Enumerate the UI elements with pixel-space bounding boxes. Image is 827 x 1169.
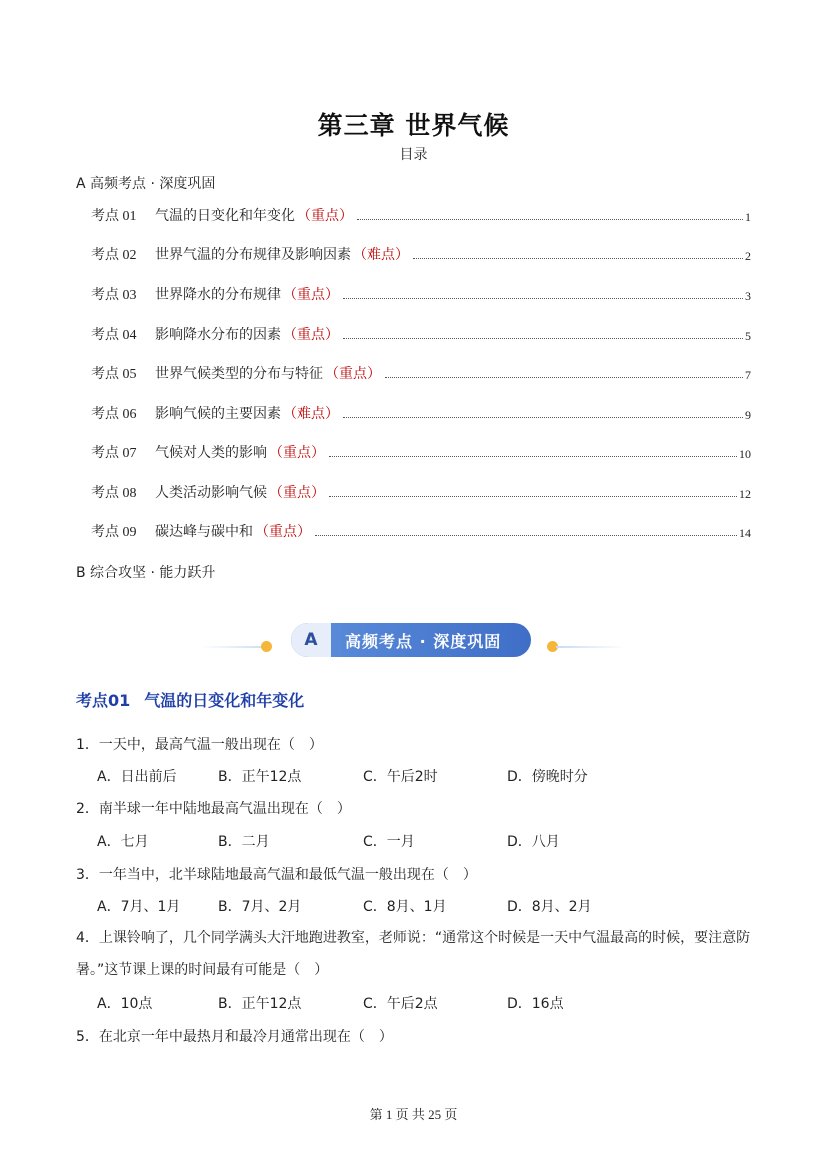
question-3-option-a: A．7月、1月 — [97, 899, 181, 915]
toc-item-tag: （重点） — [283, 327, 339, 343]
banner-text: 高频考点 · 深度巩固 — [345, 631, 502, 651]
toc-item-tag: （重点） — [269, 445, 325, 461]
toc-item[interactable] — [91, 440, 751, 462]
toc-section-b[interactable]: B 综合攻坚 · 能力跃升 — [76, 565, 216, 581]
toc-item-number: 考点 01 — [91, 209, 137, 224]
toc-item-page: 2 — [745, 249, 751, 263]
toc-item-tag: （难点） — [283, 406, 339, 422]
question-3-option-b: B．7月、2月 — [218, 899, 302, 915]
toc-item-page: 3 — [745, 289, 751, 303]
toc-dot-leader — [343, 417, 743, 418]
question-3-stem: 3．一年当中，北半球陆地最高气温和最低气温一般出现在（ ） — [76, 867, 477, 883]
toc-item-tag: （重点） — [297, 208, 353, 224]
toc-item-number: 考点 04 — [91, 328, 137, 343]
toc-item[interactable] — [91, 519, 751, 541]
question-1-option-c: C．午后2时 — [363, 769, 438, 785]
banner-left-dot — [261, 641, 272, 652]
question-4-option-a: A．10点 — [97, 996, 153, 1012]
question-2-option-c: C．一月 — [363, 834, 415, 850]
question-1-option-d: D．傍晚时分 — [507, 769, 588, 785]
question-3-option-c: C．8月、1月 — [363, 899, 447, 915]
toc-item[interactable] — [91, 361, 751, 383]
toc-dot-leader — [343, 338, 743, 339]
banner-right-line — [556, 646, 626, 648]
toc-item-number: 考点 07 — [91, 446, 137, 461]
toc-item-number: 考点 08 — [91, 486, 137, 501]
section-heading-title: 气温的日变化和年变化 — [144, 691, 305, 710]
toc-dot-leader — [385, 377, 743, 378]
toc-item-tag: （重点） — [325, 366, 381, 382]
question-4-stem: 4．上课铃响了，几个同学满头大汗地跑进教室，老师说：“通常这个时候是一天中气温最高的时候，要注意防暑。”这节课上课的时间最有可能是（ ） — [76, 930, 751, 978]
toc-item-title: 气温的日变化和年变化 — [155, 208, 295, 224]
question-1-option-a: A．日出前后 — [97, 769, 177, 785]
toc-item-title: 碳达峰与碳中和 — [155, 524, 253, 540]
toc-item-title: 世界气候类型的分布与特征 — [155, 366, 323, 382]
toc-dot-leader — [357, 219, 743, 220]
toc-item-title: 气候对人类的影响 — [155, 445, 267, 461]
toc-item[interactable] — [91, 401, 751, 423]
section-heading-number: 考点01 — [76, 691, 131, 710]
toc-item-number: 考点 02 — [91, 248, 137, 263]
toc-item-tag: （难点） — [353, 247, 409, 263]
toc-section-a[interactable]: A 高频考点 · 深度巩固 — [76, 176, 216, 192]
toc-dot-leader — [413, 258, 743, 259]
question-1-option-b: B．正午12点 — [218, 769, 302, 785]
question-4-option-c: C．午后2点 — [363, 996, 438, 1012]
toc-dot-leader — [329, 456, 737, 457]
toc-item-page: 5 — [745, 329, 751, 343]
toc-heading: 目录 — [399, 147, 428, 163]
document-title: 第三章 世界气候 — [317, 111, 510, 140]
question-3-option-d: D．8月、2月 — [507, 899, 592, 915]
question-1-stem: 1．一天中，最高气温一般出现在（ ） — [76, 737, 323, 753]
toc-item-tag: （重点） — [283, 287, 339, 303]
question-2-option-d: D．八月 — [507, 834, 560, 850]
toc-item-tag: （重点） — [255, 524, 311, 540]
toc-item-number: 考点 03 — [91, 288, 137, 303]
toc-item-title: 世界气温的分布规律及影响因素 — [155, 247, 351, 263]
banner-left-line — [200, 646, 270, 648]
toc-item-title: 人类活动影响气候 — [155, 485, 267, 501]
toc-item-title: 影响气候的主要因素 — [155, 406, 281, 422]
toc-item-number: 考点 09 — [91, 525, 137, 540]
toc-dot-leader — [315, 535, 737, 536]
toc-item-title: 影响降水分布的因素 — [155, 327, 281, 343]
toc-item-page: 12 — [739, 487, 751, 501]
toc-item-page: 1 — [745, 210, 751, 224]
section-heading — [76, 688, 304, 711]
toc-item-page: 7 — [745, 368, 751, 382]
question-2-stem: 2．南半球一年中陆地最高气温出现在（ ） — [76, 801, 351, 817]
toc-item[interactable] — [91, 322, 751, 344]
toc-item-page: 9 — [745, 408, 751, 422]
question-2-option-b: B．二月 — [218, 834, 270, 850]
toc-item[interactable] — [91, 480, 751, 502]
toc-item-page: 10 — [739, 447, 751, 461]
toc-item[interactable] — [91, 282, 751, 304]
toc-item-title: 世界降水的分布规律 — [155, 287, 281, 303]
toc-item-number: 考点 06 — [91, 407, 137, 422]
question-5-stem: 5．在北京一年中最热月和最冷月通常出现在（ ） — [76, 1029, 393, 1045]
question-4-option-b: B．正午12点 — [218, 996, 302, 1012]
toc-dot-leader — [329, 496, 737, 497]
banner-badge: A — [291, 623, 331, 657]
toc-item-number: 考点 05 — [91, 367, 137, 382]
toc-item-page: 14 — [739, 526, 751, 540]
page-footer: 第 1 页 共 25 页 — [369, 1107, 458, 1122]
question-2-option-a: A．七月 — [97, 834, 149, 850]
toc-item-tag: （重点） — [269, 485, 325, 501]
toc-item[interactable] — [91, 203, 751, 225]
section-banner — [291, 623, 531, 657]
question-4-option-d: D．16点 — [507, 996, 564, 1012]
toc-dot-leader — [343, 298, 743, 299]
toc-item[interactable] — [91, 242, 751, 264]
